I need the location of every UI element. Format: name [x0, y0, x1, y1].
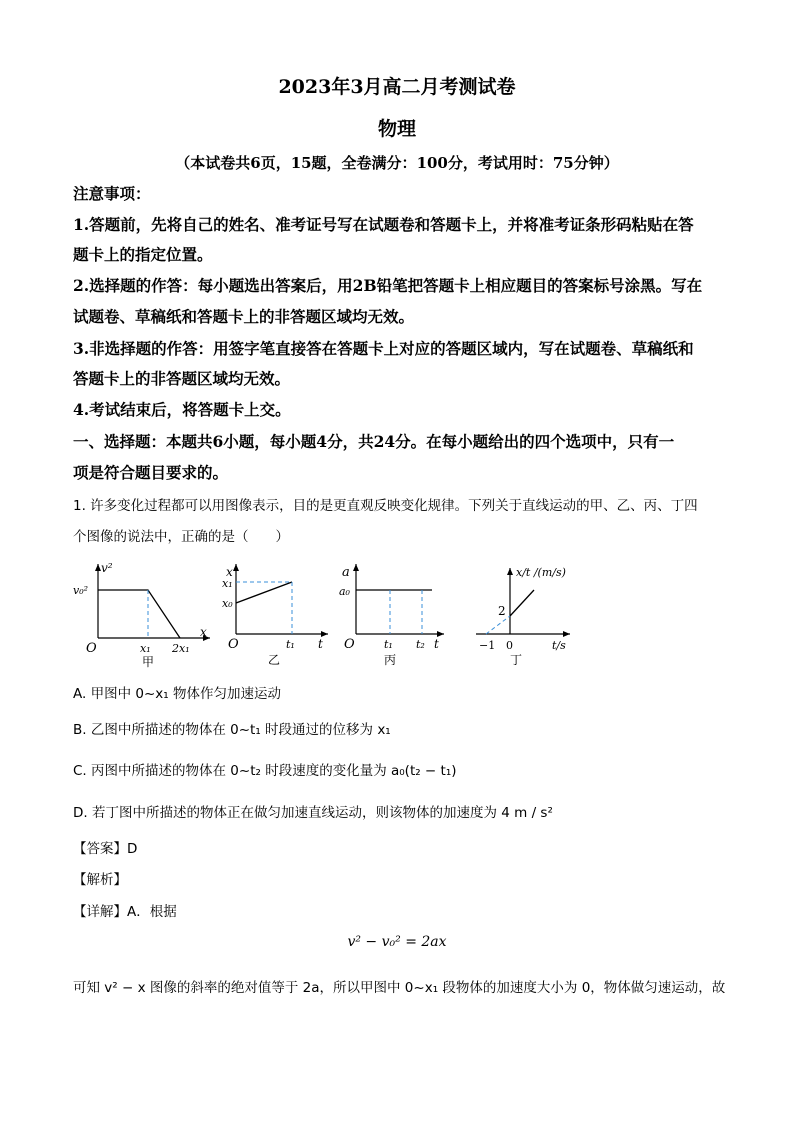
equation: v² − v₀² = 2ax [347, 934, 447, 950]
graph-yi [222, 560, 337, 670]
option-d: D. 若丁图中所描述的物体正在做匀加速直线运动，则该物体的加速度为 4 m / s² [73, 805, 553, 821]
note-3-line-1: 3.非选择题的作答：用签字笔直接答在答题卡上对应的答题区域内，写在试题卷、草稿纸和 [73, 339, 694, 358]
bing-a0-label: a₀ [339, 585, 350, 598]
bing-caption: 丙 [384, 653, 397, 667]
subject-title: 物理 [377, 118, 416, 140]
yi-xlabel: t [318, 637, 323, 651]
jia-y0-label: v₀² [73, 584, 89, 597]
bing-origin: O [344, 637, 355, 652]
note-1-line-1: 1.答题前，先将自己的姓名、准考证号写在试题卷和答题卡上，并将准考证条形码粘贴在答 [73, 215, 694, 234]
ding-xlabel: t/s [552, 639, 566, 652]
bing-xlabel: t [434, 637, 439, 651]
jia-xlabel: x [200, 625, 207, 639]
section-1-line-1: 一、选择题：本题共6小题，每小题4分，共24分。在每小题给出的四个选项中，只有一 [73, 432, 675, 451]
bing-t2-label: t₂ [416, 638, 425, 651]
section-1-line-2: 项是符合题目要求的。 [73, 463, 229, 482]
ding-ytick: 2 [498, 604, 506, 618]
yi-caption: 乙 [268, 653, 281, 667]
yi-t1-label: t₁ [286, 638, 295, 651]
yi-x1-label: x₁ [222, 577, 233, 590]
question-1-stem-line-1: 1. 许多变化过程都可以用图像表示，目的是更直观反映变化规律。下列关于直线运动的甲、乙、丙、丁四 [73, 498, 698, 514]
exam-title: 2023年3月高二月考测试卷 [278, 76, 516, 98]
ding-xzero-label: 0 [506, 639, 513, 652]
graph-bing [338, 560, 453, 670]
yi-ylabel: x [226, 565, 233, 579]
exam-info: （本试卷共6页，15题，全卷满分：100分，考试用时：75分钟） [175, 154, 619, 172]
answer: 【答案】D [73, 841, 138, 857]
yi-x0-label: x₀ [222, 597, 233, 610]
option-c: C. 丙图中所描述的物体在 0~t₂ 时段速度的变化量为 a₀(t₂ − t₁) [73, 763, 457, 779]
notes-heading: 注意事项： [73, 184, 151, 203]
explanation-line: 可知 v² − x 图像的斜率的绝对值等于 2a，所以甲图中 0~x₁ 段物体的加速度大小为 0，物体做匀速运动，故 [73, 980, 726, 996]
graph-jia [70, 560, 220, 670]
ding-ylabel: x/t /(m/s) [516, 566, 566, 579]
question-1-stem-line-2: 个图像的说法中，正确的是（ ） [73, 529, 289, 545]
ding-xneg-label: −1 [479, 639, 496, 652]
graph-ding [470, 560, 605, 670]
jia-x2-label: 2x₁ [172, 642, 190, 655]
note-2-line-2: 试题卷、草稿纸和答题卡上的非答题区域均无效。 [73, 307, 415, 326]
note-3-line-2: 答题卡上的非答题区域均无效。 [73, 369, 291, 388]
option-a: A. 甲图中 0~x₁ 物体作匀加速运动 [73, 686, 281, 702]
jia-caption: 甲 [142, 655, 155, 669]
detail-line: 【详解】A．根据 [73, 904, 177, 920]
option-b: B. 乙图中所描述的物体在 0~t₁ 时段通过的位移为 x₁ [73, 722, 391, 738]
jia-origin: O [86, 641, 97, 656]
analysis-label: 【解析】 [73, 872, 127, 888]
jia-ylabel: v² [101, 561, 113, 575]
bing-t1-label: t₁ [384, 638, 393, 651]
yi-origin: O [228, 637, 239, 652]
note-4: 4.考试结束后，将答题卡上交。 [73, 400, 291, 419]
note-1-line-2: 题卡上的指定位置。 [73, 245, 213, 264]
jia-x1-label: x₁ [140, 642, 151, 655]
bing-ylabel: a [342, 565, 350, 580]
ding-caption: 丁 [510, 653, 523, 667]
note-2-line-1: 2.选择题的作答：每小题选出答案后，用2B铅笔把答题卡上相应题目的答案标号涂黑。写在 [73, 276, 703, 295]
